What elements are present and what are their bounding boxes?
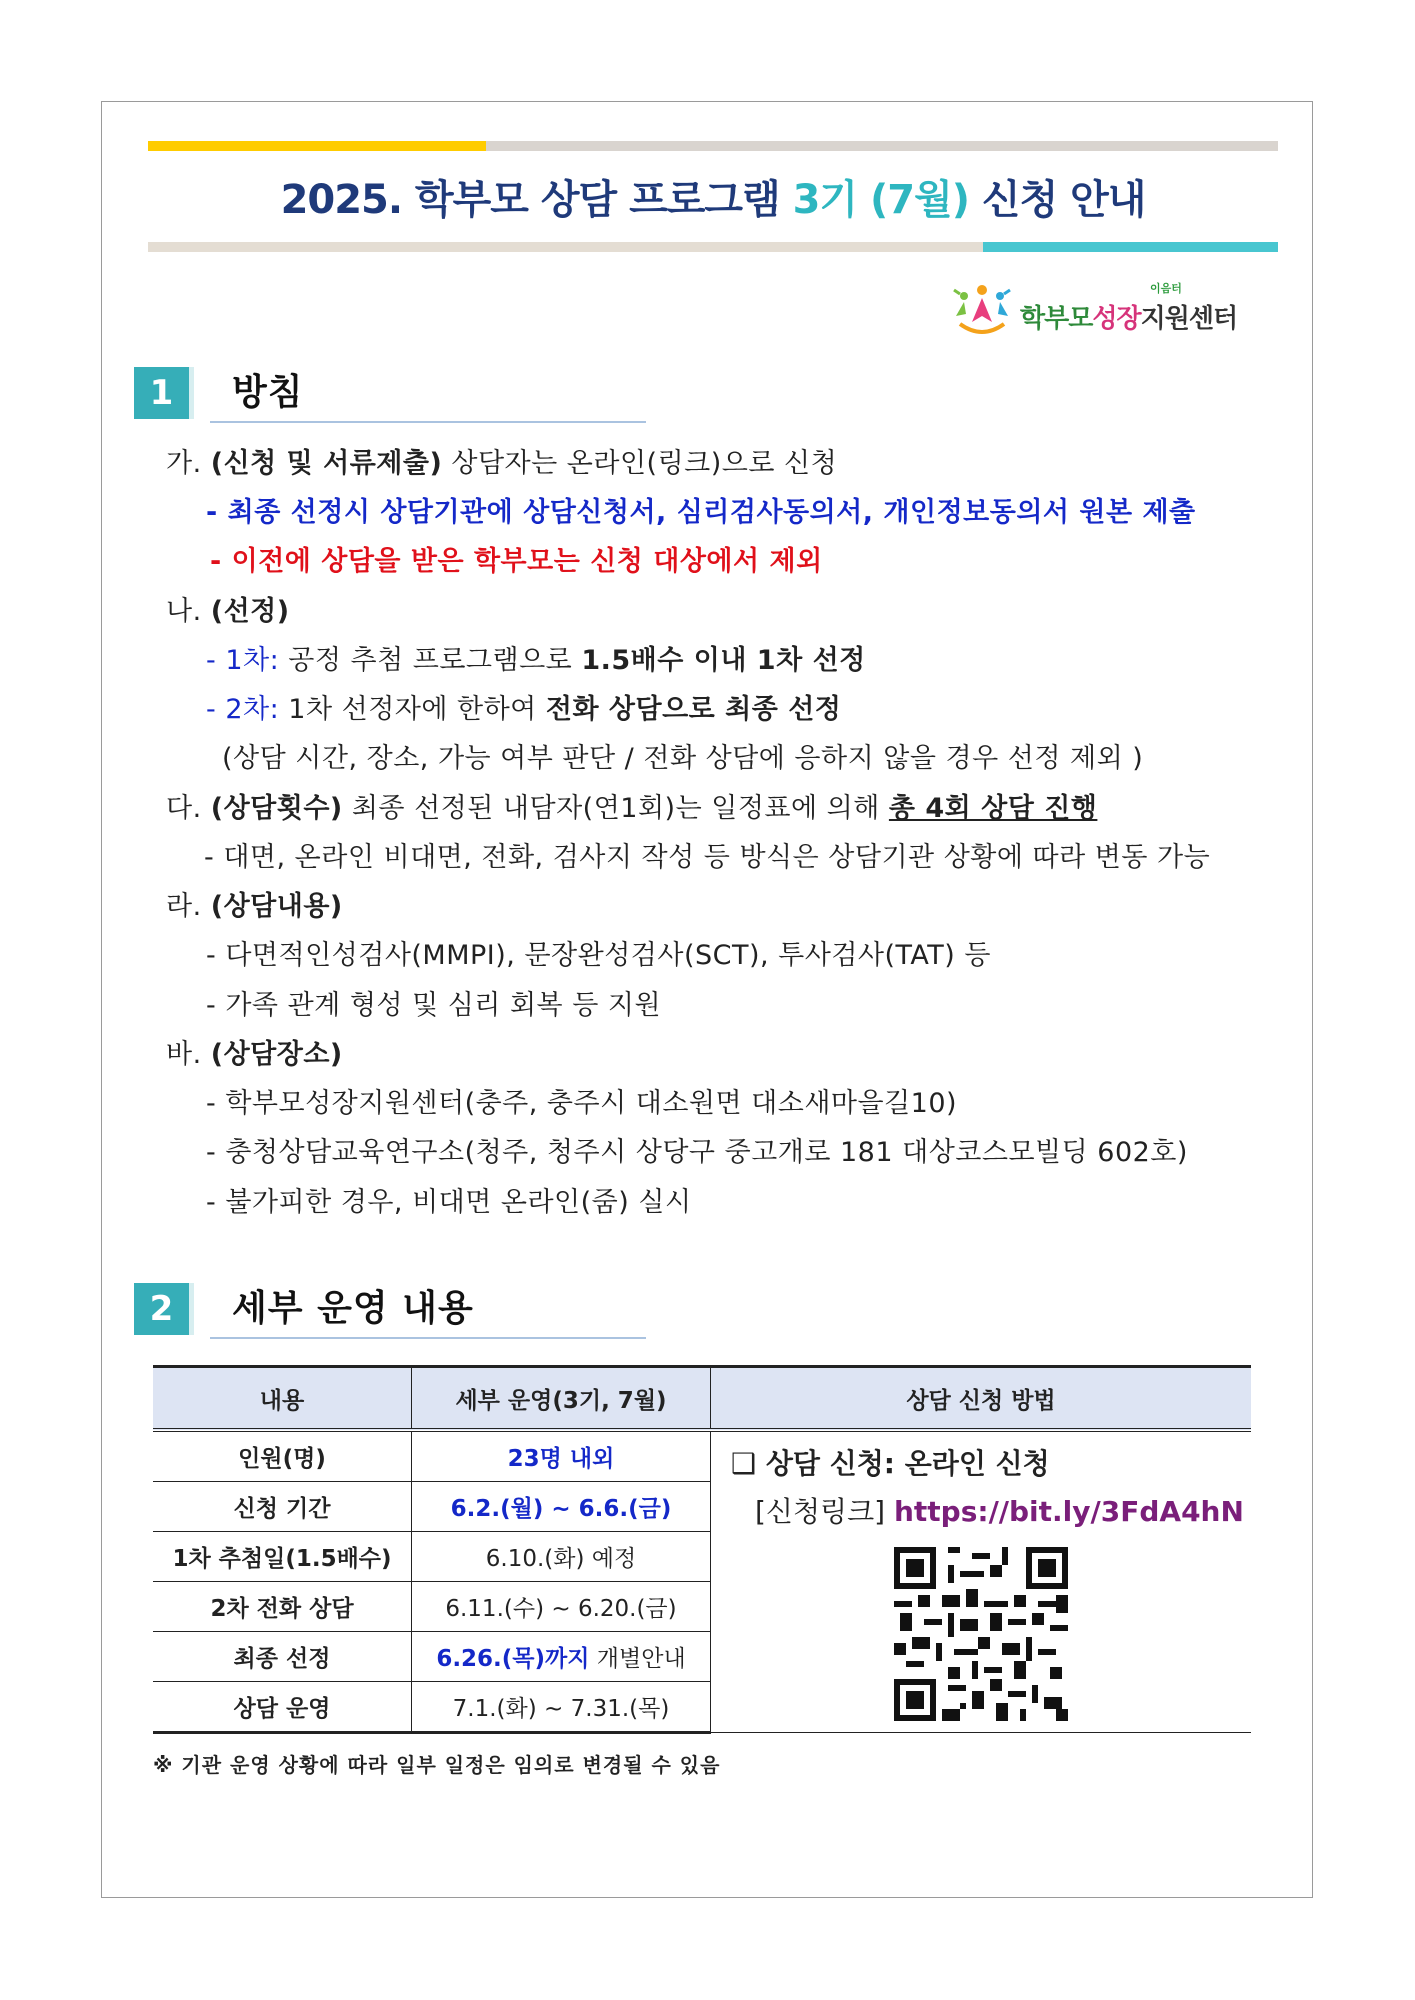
- location-item-2: - 충청상담교육연구소(청주, 청주시 상당구 중고개로 181 대상코스모빌딩 602호): [206, 1137, 1188, 1168]
- policy-item-ra: 라. (상담내용): [166, 891, 343, 922]
- table-header-row: [153, 1367, 1251, 1431]
- family-logo-icon: [950, 282, 1014, 340]
- section-title: 세부 운영 내용: [232, 1288, 474, 1329]
- row-label: 최종 선정: [153, 1632, 412, 1682]
- row-label: 인원(명): [153, 1430, 412, 1482]
- section-number: 1: [134, 367, 194, 419]
- section-title: 방침: [232, 372, 304, 413]
- method-link-line: [신청링크] https://bit.ly/3FdA4hN: [755, 1495, 1244, 1528]
- row-label: 2차 전화 상담: [153, 1582, 412, 1632]
- policy-item-da: 다. (상담횟수) 최종 선정된 내담자(연1회)는 일정표에 의해 총 4회 상담 진행: [166, 793, 1098, 824]
- selection-note: (상담 시간, 장소, 가능 여부 판단 / 전화 상담에 응하지 않을 경우 선정 제외 ): [222, 743, 1144, 774]
- policy-item-na: 나. (선정): [166, 596, 290, 627]
- logo-text: 학부모성장지원센터: [1020, 304, 1238, 334]
- row-value: 6.2.(월) ~ 6.6.(금): [412, 1482, 711, 1532]
- location-item-3: - 불가피한 경우, 비대면 온라인(줌) 실시: [206, 1187, 692, 1218]
- row-value: 23명 내외: [412, 1430, 711, 1482]
- application-method-cell: [711, 1430, 1252, 1733]
- row-label: 상담 운영: [153, 1682, 412, 1733]
- qr-code-icon[interactable]: [894, 1546, 1068, 1722]
- schedule-change-note: ※ 기관 운영 상황에 따라 일부 일정은 임의로 변경될 수 있음: [153, 1753, 721, 1777]
- row-label: 신청 기간: [153, 1482, 412, 1532]
- selection-first: - 1차: 공정 추첨 프로그램으로 1.5배수 이내 1차 선정: [206, 645, 866, 676]
- column-header: 내용: [153, 1367, 412, 1431]
- policy-note-exclude: - 이전에 상담을 받은 학부모는 신청 대상에서 제외: [210, 546, 823, 577]
- page-title: 2025. 학부모 상담 프로그램 3기 (7월) 신청 안내: [280, 177, 1146, 223]
- application-link[interactable]: https://bit.ly/3FdA4hN: [893, 1495, 1244, 1528]
- title-top-bar: [148, 141, 1278, 151]
- session-mode-note: - 대면, 온라인 비대면, 전화, 검사지 작성 등 방식은 상담기관 상황에 따라 변동 가능: [204, 842, 1211, 873]
- row-value: 6.10.(화) 예정: [412, 1532, 711, 1582]
- row-value: 6.26.(목)까지 개별안내: [412, 1632, 711, 1682]
- location-item-1: - 학부모성장지원센터(충주, 충주시 대소원면 대소새마을길10): [206, 1088, 958, 1119]
- row-label: 1차 추첨일(1.5배수): [153, 1532, 412, 1582]
- policy-note-submit: - 최종 선정시 상담기관에 상담신청서, 심리검사동의서, 개인정보동의서 원본 제출: [206, 497, 1196, 528]
- column-header: 세부 운영(3기, 7월): [412, 1367, 711, 1431]
- selection-second: - 2차: 1차 선정자에 한하여 전화 상담으로 최종 선정: [206, 694, 842, 725]
- operations-table: [153, 1365, 1251, 1734]
- policy-item-ba: 바. (상담장소): [166, 1039, 343, 1070]
- row-value: 6.11.(수) ~ 6.20.(금): [412, 1582, 711, 1632]
- section-number: 2: [134, 1283, 194, 1335]
- row-value: 7.1.(화) ~ 7.31.(목): [412, 1682, 711, 1733]
- center-logo: [950, 280, 1250, 340]
- policy-item-ga: 가. (신청 및 서류제출) 상담자는 온라인(링크)으로 신청: [166, 448, 838, 479]
- content-item-tests: - 다면적인성검사(MMPI), 문장완성검사(SCT), 투사검사(TAT) 등: [206, 940, 991, 971]
- method-title: ❑ 상담 신청: 온라인 신청: [731, 1447, 1050, 1480]
- logo-small-text: 이음터: [1150, 282, 1182, 295]
- content-item-support: - 가족 관계 형성 및 심리 회복 등 지원: [206, 990, 662, 1021]
- table-row: [153, 1430, 1251, 1482]
- column-header: 상담 신청 방법: [711, 1367, 1252, 1431]
- title-bottom-bar: [148, 242, 1278, 252]
